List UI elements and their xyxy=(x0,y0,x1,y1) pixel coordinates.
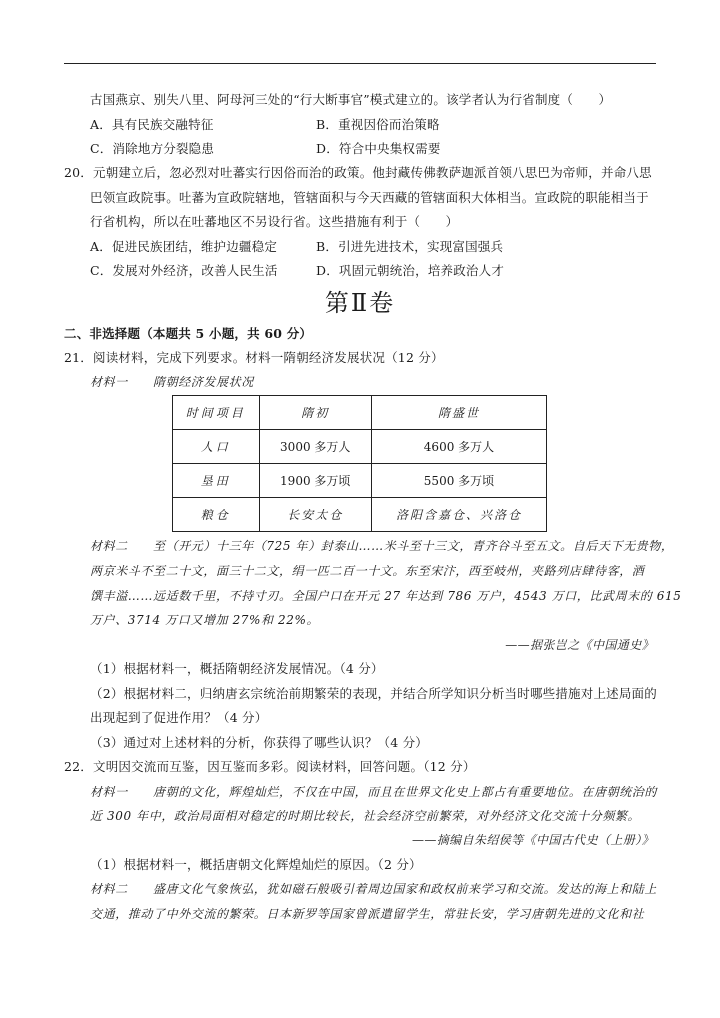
q21-material1-label: 材料一 隋朝经济发展状况 xyxy=(90,375,254,389)
q20-option-d: D．巩固元朝统治，培养政治人才 xyxy=(316,263,505,278)
q22-material2-line1: 材料二 盛唐文化气象恢弘，犹如磁石般吸引着周边国家和政权前来学习和交流。发达的海上和陆上 xyxy=(90,882,658,896)
q21-subquestion-3: （3）通过对上述材料的分析，你获得了哪些认识？（4 分） xyxy=(90,735,428,750)
q20-option-a: A．促进民族团结，维护边疆稳定 xyxy=(90,239,278,254)
table-cell: 人口 xyxy=(173,430,260,464)
sui-economy-table xyxy=(172,395,547,532)
q19-option-b: B．重视因俗而治策略 xyxy=(316,117,440,132)
table-cell: 长安太仓 xyxy=(259,498,371,532)
q20-option-c: C．发展对外经济，改善人民生活 xyxy=(90,263,278,278)
table-row xyxy=(173,430,547,464)
table-header-cell: 隋初 xyxy=(259,396,371,430)
q20-stem-line1: 20．元朝建立后，忽必烈对吐蕃实行因俗而治的政策。他封藏传佛教萨迦派首领八思巴为帝师，并命八思 xyxy=(64,165,652,180)
table-cell: 1900 多万顷 xyxy=(259,464,371,498)
table-cell: 粮仓 xyxy=(173,498,260,532)
table-cell: 洛阳含嘉仓、兴洛仓 xyxy=(371,498,546,532)
q19-stem-tail: 古国燕京、别失八里、阿母河三处的“行大断事官”模式建立的。该学者认为行省制度（ ） xyxy=(90,92,612,107)
table-header-cell: 时间项目 xyxy=(173,396,260,430)
header-rule xyxy=(64,63,656,64)
q21-material2-line1: 材料二 至（开元）十三年（725 年）封泰山……米斗至十三文，青齐谷斗至五文。自后天下无贵物， xyxy=(90,539,674,553)
q22-material1-line2: 近 300 年中，政治局面相对稳定的时期比较长，社会经济空前繁荣，对外经济文化交流十分频繁。 xyxy=(90,809,641,823)
q21-source: ——据张岂之《中国通史》 xyxy=(505,638,654,652)
q21-material2-line4: 万户、3714 万口又增加 27%和 22%。 xyxy=(90,613,320,627)
table-cell: 4600 多万人 xyxy=(371,430,546,464)
q21-subquestion-2-line2: 出现起到了促进作用？（4 分） xyxy=(90,710,268,725)
q22-material2-line2: 交通，推动了中外交流的繁荣。日本新罗等国家曾派遣留学生，常驻长安，学习唐朝先进的文化和社 xyxy=(90,907,645,921)
table-header-cell: 隋盛世 xyxy=(371,396,546,430)
q21-intro: 21．阅读材料，完成下列要求。材料一隋朝经济发展状况（12 分） xyxy=(64,350,444,365)
q22-subquestion-1: （1）根据材料一，概括唐朝文化辉煌灿烂的原因。（2 分） xyxy=(90,857,422,872)
q20-option-b: B．引进先进技术，实现富国强兵 xyxy=(316,239,504,254)
table-cell: 5500 多万顷 xyxy=(371,464,546,498)
q21-subquestion-1: （1）根据材料一，概括隋朝经济发展情况。（4 分） xyxy=(90,661,384,676)
table-cell: 3000 多万人 xyxy=(259,430,371,464)
q19-option-c: C．消除地方分裂隐患 xyxy=(90,141,215,156)
q19-option-d: D．符合中央集权需要 xyxy=(316,141,441,156)
q19-option-a: A．具有民族交融特征 xyxy=(90,117,214,132)
q21-material2-line2: 两京米斗不至二十文，面三十二文，绢一匹二百一十文。东至宋汴，西至岐州，夹路列店肆待客，酒 xyxy=(90,564,645,578)
q21-subquestion-2-line1: （2）根据材料二，归纳唐玄宗统治前期繁荣的表现，并结合所学知识分析当时哪些措施对上述局面的 xyxy=(90,686,657,701)
section-heading: 二、非选择题（本题共 5 小题，共 60 分） xyxy=(64,326,313,341)
q20-stem-line2: 巴领宣政院事。吐蕃为宣政院辖地，管辖面积与今天西藏的管辖面积大体相当。宣政院的职能相当于 xyxy=(90,190,649,205)
table-row xyxy=(173,498,547,532)
table-header-row xyxy=(173,396,547,430)
q20-stem-line3: 行省机构，所以在吐蕃地区不另设行省。这些措施有利于（ ） xyxy=(90,214,459,229)
q22-material1-line1: 材料一 唐朝的文化，辉煌灿烂，不仅在中国，而且在世界文化史上都占有重要地位。在唐朝统治的 xyxy=(90,785,658,799)
table-cell: 垦田 xyxy=(173,464,260,498)
q21-material2-line3: 馔丰溢……远适数千里，不持寸刃。全国户口在开元 27 年达到 786 万户，4543 万口，比武周末的 615 xyxy=(90,589,682,603)
q22-source: ——摘编自朱绍侯等《中国古代史（上册）》 xyxy=(411,833,654,847)
q22-intro: 22．文明因交流而互鉴，因互鉴而多彩。阅读材料，回答问题。（12 分） xyxy=(64,759,476,774)
section-title: 第Ⅱ卷 xyxy=(324,289,396,317)
table-row xyxy=(173,464,547,498)
